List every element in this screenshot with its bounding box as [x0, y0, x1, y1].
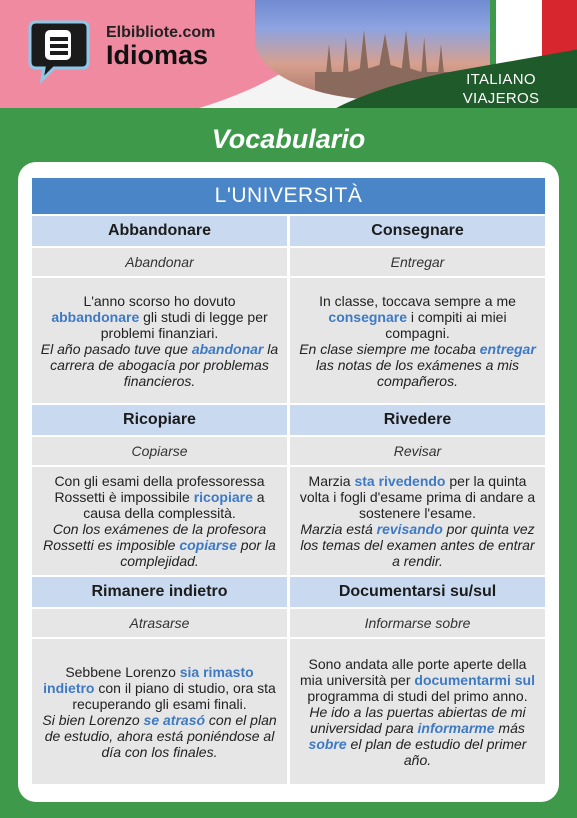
word-cell: Consegnare	[290, 216, 545, 246]
translation-row	[32, 248, 545, 276]
spanish-example: He ido a las puertas abiertas de mi universidad para informarme más sobre el plan de estudio del primer año.	[308, 703, 527, 768]
word-cell: Abbandonare	[32, 216, 287, 246]
word-cell: Ricopiare	[32, 405, 287, 435]
example-row	[32, 639, 545, 784]
speech-bubble-logo-icon	[26, 18, 92, 84]
example-row	[32, 278, 545, 403]
example-cell	[290, 278, 545, 403]
word-cell: Rivedere	[290, 405, 545, 435]
spanish-example: Si bien Lorenzo se atrasó con el plan de estudio, ahora está poniéndose al día con los finales.	[42, 711, 277, 760]
word-cell: Rimanere indietro	[32, 577, 287, 607]
example-cell	[290, 639, 545, 784]
italian-example: Sebbene Lorenzo sia rimasto indietro con il piano di studio, ora sta recuperando gli esami finali.	[43, 663, 276, 712]
page-title: Vocabulario	[211, 124, 366, 154]
italian-example: In classe, toccava sempre a me consegnare i compiti ai miei compagni.	[319, 292, 516, 341]
spanish-example: El año pasado tuve que abandonar la carrera de abogacía por problemas financieros.	[40, 340, 279, 389]
word-header-row	[32, 216, 545, 246]
example-row	[32, 467, 545, 575]
table-title: L'UNIVERSITÀ	[32, 178, 545, 214]
translation-cell: Informarse sobre	[290, 609, 545, 637]
italian-example: Sono andata alle porte aperte della mia università per documentarmi sul programma di studi del primo anno.	[300, 655, 535, 704]
example-cell	[32, 639, 287, 784]
translation-row	[32, 437, 545, 465]
logo-brand-name: Idiomas	[106, 40, 209, 70]
word-header-row	[32, 405, 545, 435]
language-badge	[446, 70, 556, 116]
vocabulary-table	[32, 178, 545, 784]
italian-example: L'anno scorso ho dovuto abbandonare gli studi di legge per problemi finanziari.	[51, 292, 268, 341]
badge-language: ITALIANO	[466, 71, 536, 88]
translation-row	[32, 609, 545, 637]
word-cell: Documentarsi su/sul	[290, 577, 545, 607]
italian-example: Marzia sta rivedendo per la quinta volta i fogli d'esame prima di andare a sostenere l'esame.	[299, 473, 536, 521]
spanish-example: Con los exámenes de la profesora Rossetti es imposible copiarse por la complejidad.	[43, 521, 276, 569]
word-header-row	[32, 577, 545, 607]
italian-example: Con gli esami della professoressa Rossetti è impossibile ricopiare a causa della complessità.	[54, 473, 265, 521]
spanish-example: En clase siempre me tocaba entregar las notas de los exámenes a mis compañeros.	[299, 340, 536, 389]
example-cell	[32, 278, 287, 403]
translation-cell: Entregar	[290, 248, 545, 276]
translation-cell: Abandonar	[32, 248, 287, 276]
logo-site-name: Elbibliote.com	[106, 24, 216, 41]
spanish-example: Marzia está revisando por quinta vez los temas del examen antes de entrar a rendir.	[300, 521, 535, 569]
translation-cell: Revisar	[290, 437, 545, 465]
translation-cell: Atrasarse	[32, 609, 287, 637]
example-cell	[290, 467, 545, 575]
badge-category: VIAJEROS	[462, 90, 540, 107]
example-cell	[32, 467, 287, 575]
translation-cell: Copiarse	[32, 437, 287, 465]
